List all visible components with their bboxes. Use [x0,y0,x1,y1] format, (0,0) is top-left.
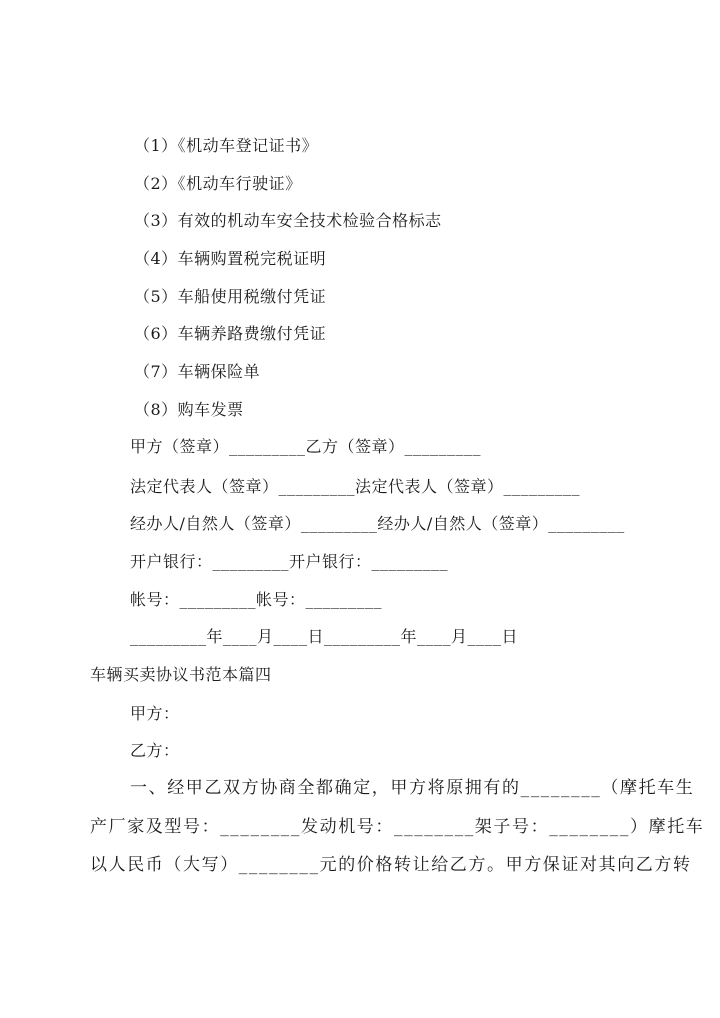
document-item: （8）购车发票 [134,400,244,419]
document-item: （1）《机动车登记证书》 [134,136,319,155]
document-item: （3）有效的机动车安全技术检验合格标志 [134,211,442,230]
document-item: （7）车辆保险单 [134,362,261,381]
date-line: _________年____月____日_________年____月____日 [130,627,519,646]
signature-line: 开户银行：_________开户银行：_________ [130,552,449,571]
clause-line: 以人民币（大写）________元的价格转让给乙方。甲方保证对其向乙方转 [90,855,692,875]
party-b-label: 乙方： [130,741,180,760]
clause-line: 产厂家及型号：________发动机号：________架子号：________）摩托车 [90,817,705,837]
signature-line: 法定代表人（签章）_________法定代表人（签章）_________ [130,477,581,496]
document-item: （4）车辆购置税完税证明 [134,249,327,268]
section-title: 车辆买卖协议书范本篇四 [90,665,272,684]
signature-line: 经办人/自然人（签章）_________经办人/自然人（签章）_________ [130,514,625,533]
signature-line: 帐号：_________帐号：_________ [130,590,383,609]
party-a-label: 甲方： [130,704,180,723]
signature-line: 甲方（签章）_________乙方（签章）_________ [130,437,482,456]
document-item: （2）《机动车行驶证》 [134,174,302,193]
clause-line: 一、经甲乙双方协商全都确定，甲方将原拥有的________（摩托车生 [130,778,695,798]
document-item: （5）车船使用税缴付凭证 [134,287,327,306]
document-item: （6）车辆养路费缴付凭证 [134,324,327,343]
